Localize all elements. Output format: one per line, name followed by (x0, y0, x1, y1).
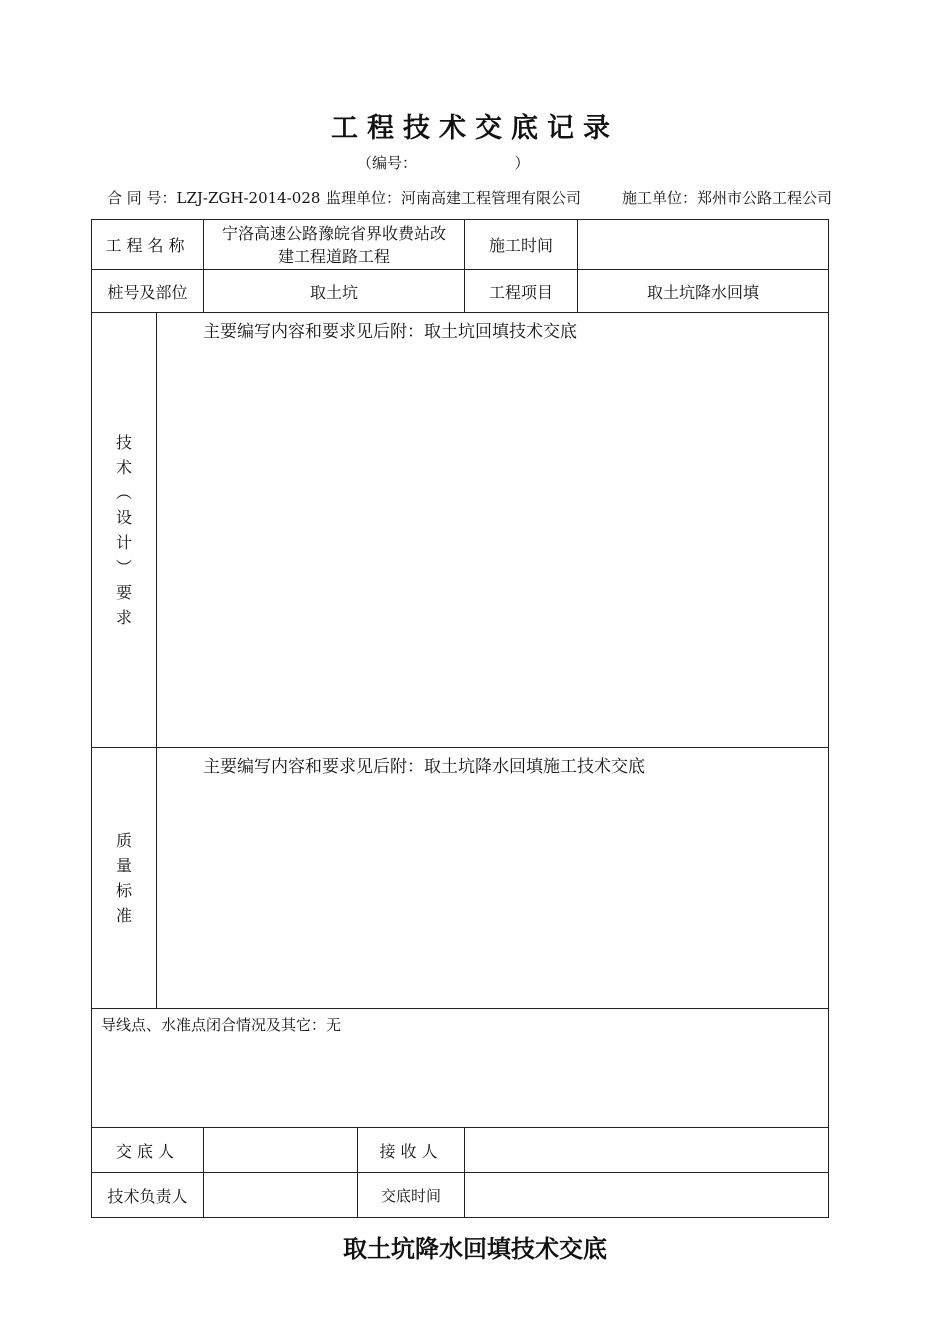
station-value: 取土坑 (204, 270, 465, 313)
receiver-label: 接收人 (358, 1128, 465, 1173)
item-value: 取土坑降水回填 (578, 270, 829, 313)
quality-label-char: 准 (115, 906, 132, 925)
tech-label-char: 设 (115, 508, 132, 527)
quality-label-char: 量 (115, 856, 132, 875)
handover-row (92, 1128, 829, 1173)
project-row (92, 220, 829, 270)
record-number: （编号： ） (357, 154, 530, 172)
tech-requirements-label (92, 313, 157, 748)
contract-number: 合 同 号：LZJ-ZGH-2014-028 (107, 189, 321, 207)
record-table (91, 219, 829, 1218)
project-name-label: 工程名称 (92, 220, 204, 270)
quality-label-char: 质 (115, 831, 132, 850)
tech-label-char: 术 (115, 458, 132, 477)
item-label: 工程项目 (465, 270, 578, 313)
station-row (92, 270, 829, 313)
tech-requirements-content (157, 313, 829, 748)
other-info-cell (92, 1009, 829, 1128)
quality-label-char: 标 (115, 881, 132, 900)
project-name-value (204, 220, 465, 270)
supervisor-unit: 监理单位：河南高建工程管理有限公司 (326, 189, 582, 207)
tech-label-char: 求 (115, 608, 132, 627)
tech-lead-row (92, 1173, 829, 1218)
quality-standard-row (92, 748, 829, 1009)
project-name-line2: 建工程道路工程 (278, 246, 391, 266)
handover-time-label: 交底时间 (358, 1173, 465, 1218)
tech-lead-label: 技术负责人 (92, 1173, 204, 1218)
tech-label-char: ︵ (115, 483, 132, 502)
document-title: 工程技术交底记录 (331, 113, 619, 144)
handover-person-label: 交底人 (92, 1128, 204, 1173)
tech-lead-value (204, 1173, 358, 1218)
contractor-unit: 施工单位：郑州市公路工程公司 (622, 189, 833, 207)
other-info-row (92, 1009, 829, 1128)
tech-label-char: ︶ (115, 558, 132, 577)
project-name-line1: 宁洛高速公路豫皖省界收费站改 (222, 223, 447, 243)
tech-requirements-row (92, 313, 829, 748)
quality-standard-content (157, 748, 829, 1009)
other-info-text: 导线点、水准点闭合情况及其它：无 (101, 1016, 342, 1034)
tech-label-char: 计 (115, 533, 132, 552)
receiver-value (465, 1128, 829, 1173)
tech-label-char: 技 (115, 433, 132, 452)
construction-time-label: 施工时间 (465, 220, 578, 270)
quality-content-text: 主要编写内容和要求见后附：取土坑降水回填施工技术交底 (203, 757, 645, 777)
next-section-title: 取土坑降水回填技术交底 (343, 1234, 607, 1263)
quality-standard-label (92, 748, 157, 1009)
tech-content-text: 主要编写内容和要求见后附：取土坑回填技术交底 (203, 322, 577, 342)
station-label: 桩号及部位 (92, 270, 204, 313)
handover-person-value (204, 1128, 358, 1173)
tech-label-char: 要 (115, 583, 132, 602)
handover-time-value (465, 1173, 829, 1218)
construction-time-value (578, 220, 829, 270)
